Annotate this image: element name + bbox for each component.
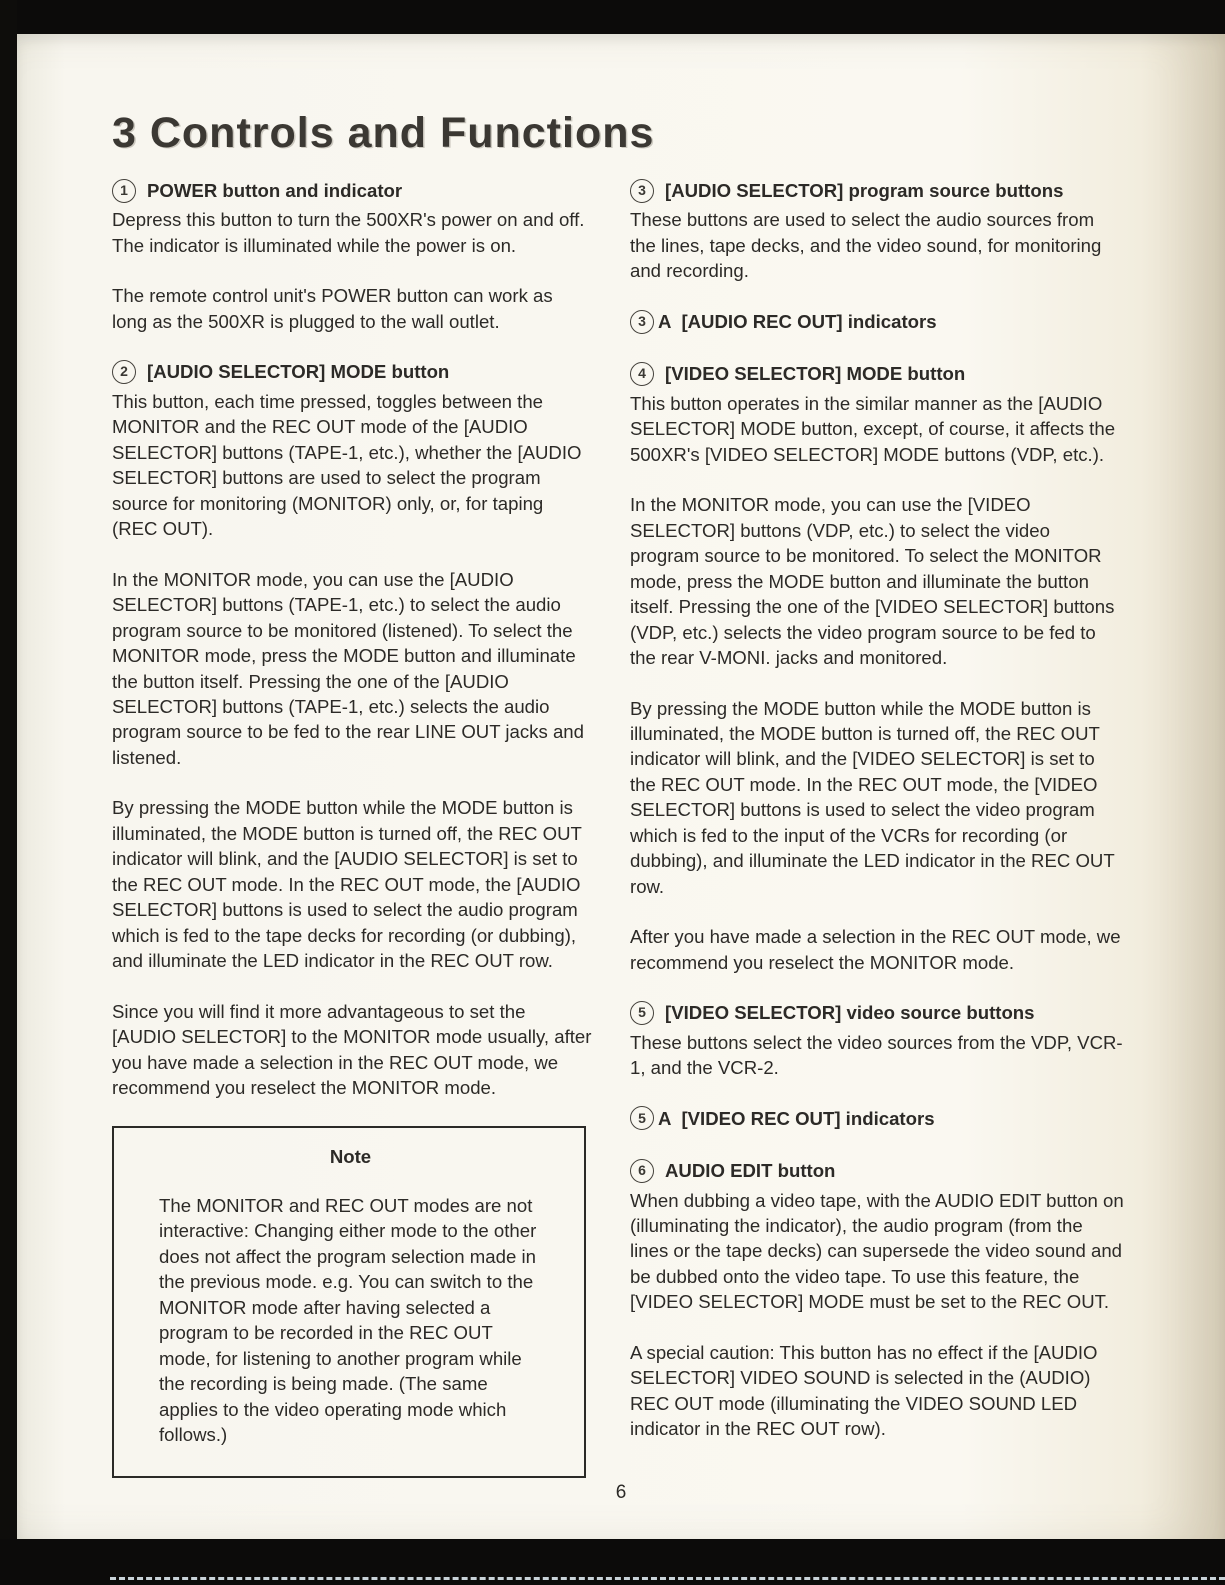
paragraph: In the MONITOR mode, you can use the [AUDIO SELECTOR] buttons (TAPE-1, etc.) to select the audio program source to be monitored (listened). To select the MONITOR mode, press the MODE button and illuminate the button itself. Pressing the one of the [AUDIO SELECTOR] buttons (TAPE-1, etc.) selects the audio program source to be fed to the rear LINE OUT jacks and listened. [112,568,584,768]
section-heading [630,178,1124,203]
section-heading [630,309,1124,334]
paper-background [17,34,1225,1539]
section-video-selector-mode [630,361,1124,975]
paragraph: This button, each time pressed, toggles between the MONITOR and the REC OUT mode of the [AUDIO SELECTOR] buttons (TAPE-1, etc.), whether the [AUDIO SELECTOR] buttons are used to select the program source for monitoring (MONITOR) only, or, for taping (REC OUT). [112,390,582,540]
section-heading [630,1106,1124,1131]
circled-number: 3 [630,310,654,334]
section-title: [VIDEO SELECTOR] MODE button [665,363,966,385]
section-heading [630,361,1124,386]
section-audio-selector-sources [630,178,1124,284]
paragraph: Since you will find it more advantageous to set the [AUDIO SELECTOR] to the MONITOR mode usually, after you have made a selection in the REC OUT mode, we recommend you reselect the MONITOR mode. [112,1000,592,1099]
left-column [112,178,592,1478]
circled-number: 5 [630,1106,654,1130]
circled-number: 1 [112,179,136,203]
paragraph: In the MONITOR mode, you can use the [VIDEO SELECTOR] buttons (VDP, etc.) to select the video program source to be monitored. To select the MONITOR mode, press the MODE button and illuminate the button itself. Pressing the one of the [VIDEO SELECTOR] buttons (VDP, etc.) selects the video program source to be fed to the rear V-MONI. jacks and monitored. [630,494,1115,669]
paragraph: This button operates in the similar manner as the [AUDIO SELECTOR] MODE button, except, of course, it affects the 500XR's [VIDEO SELECTOR] MODE buttons (VDP, etc.). [630,392,1116,465]
paragraph: A special caution: This button has no effect if the [AUDIO SELECTOR] VIDEO SOUND is selected in the (AUDIO) REC OUT mode (illuminating the VIDEO SOUND LED indicator in the REC OUT row). [630,1341,1098,1440]
circled-number: 2 [112,360,136,384]
circled-number-suffix: A [658,1107,672,1129]
paragraph: The remote control unit's POWER button can work as long as the 500XR is plugged to the wall outlet. [112,285,553,332]
paragraph: After you have made a selection in the REC OUT mode, we recommend you reselect the MONITOR mode. [630,926,1121,973]
scan-edge-top [0,0,1225,34]
paragraph: These buttons are used to select the audio sources from the lines, tape decks, and the video sound, for monitoring and recording. [630,209,1102,282]
circled-number: 5 [630,1001,654,1025]
right-column [630,178,1124,1467]
section-title: [VIDEO REC OUT] indicators [681,1107,935,1129]
scan-edge-left [0,0,17,1585]
section-audio-selector-mode [112,359,592,1100]
section-title: [AUDIO SELECTOR] MODE button [147,361,450,383]
circled-number: 3 [630,179,654,203]
paragraph: When dubbing a video tape, with the AUDIO EDIT button on (illuminating the indicator), the audio program (from the lines or the tape decks) can supersede the video sound and be dubbed onto the video tape. To use this feature, the [VIDEO SELECTOR] MODE must be set to the REC OUT. [630,1189,1124,1313]
section-title: [AUDIO SELECTOR] program source buttons [665,180,1064,201]
section-heading [630,1158,1124,1183]
paragraph: By pressing the MODE button while the MODE button is illuminated, the MODE button is turned off, the REC OUT indicator will blink, and the [VIDEO SELECTOR] is set to the REC OUT mode. In the REC OUT mode, the [VIDEO SELECTOR] buttons is used to select the video program which is fed to the input of the VCRs for recording (or dubbing), and illuminate the LED indicator in the REC OUT row. [630,697,1115,897]
page-title: 3 Controls and Functions [112,108,655,157]
section-video-rec-out-indicators [630,1106,1124,1131]
section-heading [112,359,592,384]
circled-number: 6 [630,1159,654,1183]
section-video-selector-sources [630,1000,1124,1080]
section-audio-rec-out-indicators [630,309,1124,334]
section-title: AUDIO EDIT button [665,1160,836,1182]
section-heading [630,1000,1124,1025]
note-box [112,1126,586,1478]
scan-footer-dashed-line [110,1577,1225,1580]
section-audio-edit-button [630,1158,1124,1442]
section-title: [AUDIO REC OUT] indicators [681,310,937,332]
section-heading [112,178,592,203]
section-power-button [112,178,592,334]
section-title: [VIDEO SELECTOR] video source buttons [665,1002,1035,1024]
circled-number-suffix: A [658,310,672,332]
note-title: Note [329,1145,372,1167]
paragraph: Depress this button to turn the 500XR's power on and off. The indicator is illuminated while the power is on. [112,209,585,256]
circled-number: 4 [630,362,654,386]
paragraph: By pressing the MODE button while the MODE button is illuminated, the MODE button is turned off, the REC OUT indicator will blink, and the [AUDIO SELECTOR] is set to the REC OUT mode. In the REC OUT mode, the [AUDIO SELECTOR] buttons is used to select the audio program which is fed to the tape decks for recording (or dubbing), and illuminate the LED indicator in the REC OUT row. [112,797,582,972]
note-body: The MONITOR and REC OUT modes are not interactive: Changing either mode to the other does not affect the program selection made in the previous mode. e.g. You can switch to the MONITOR mode after having selected a program to be recorded in the REC OUT mode, for listening to another program while the recording is being made. (The same applies to the video operating mode which follows.) [159,1195,537,1446]
page-number: 6 [615,1482,627,1503]
paragraph: These buttons select the video sources from the VDP, VCR-1, and the VCR-2. [630,1031,1123,1079]
section-title: POWER button and indicator [147,180,403,201]
